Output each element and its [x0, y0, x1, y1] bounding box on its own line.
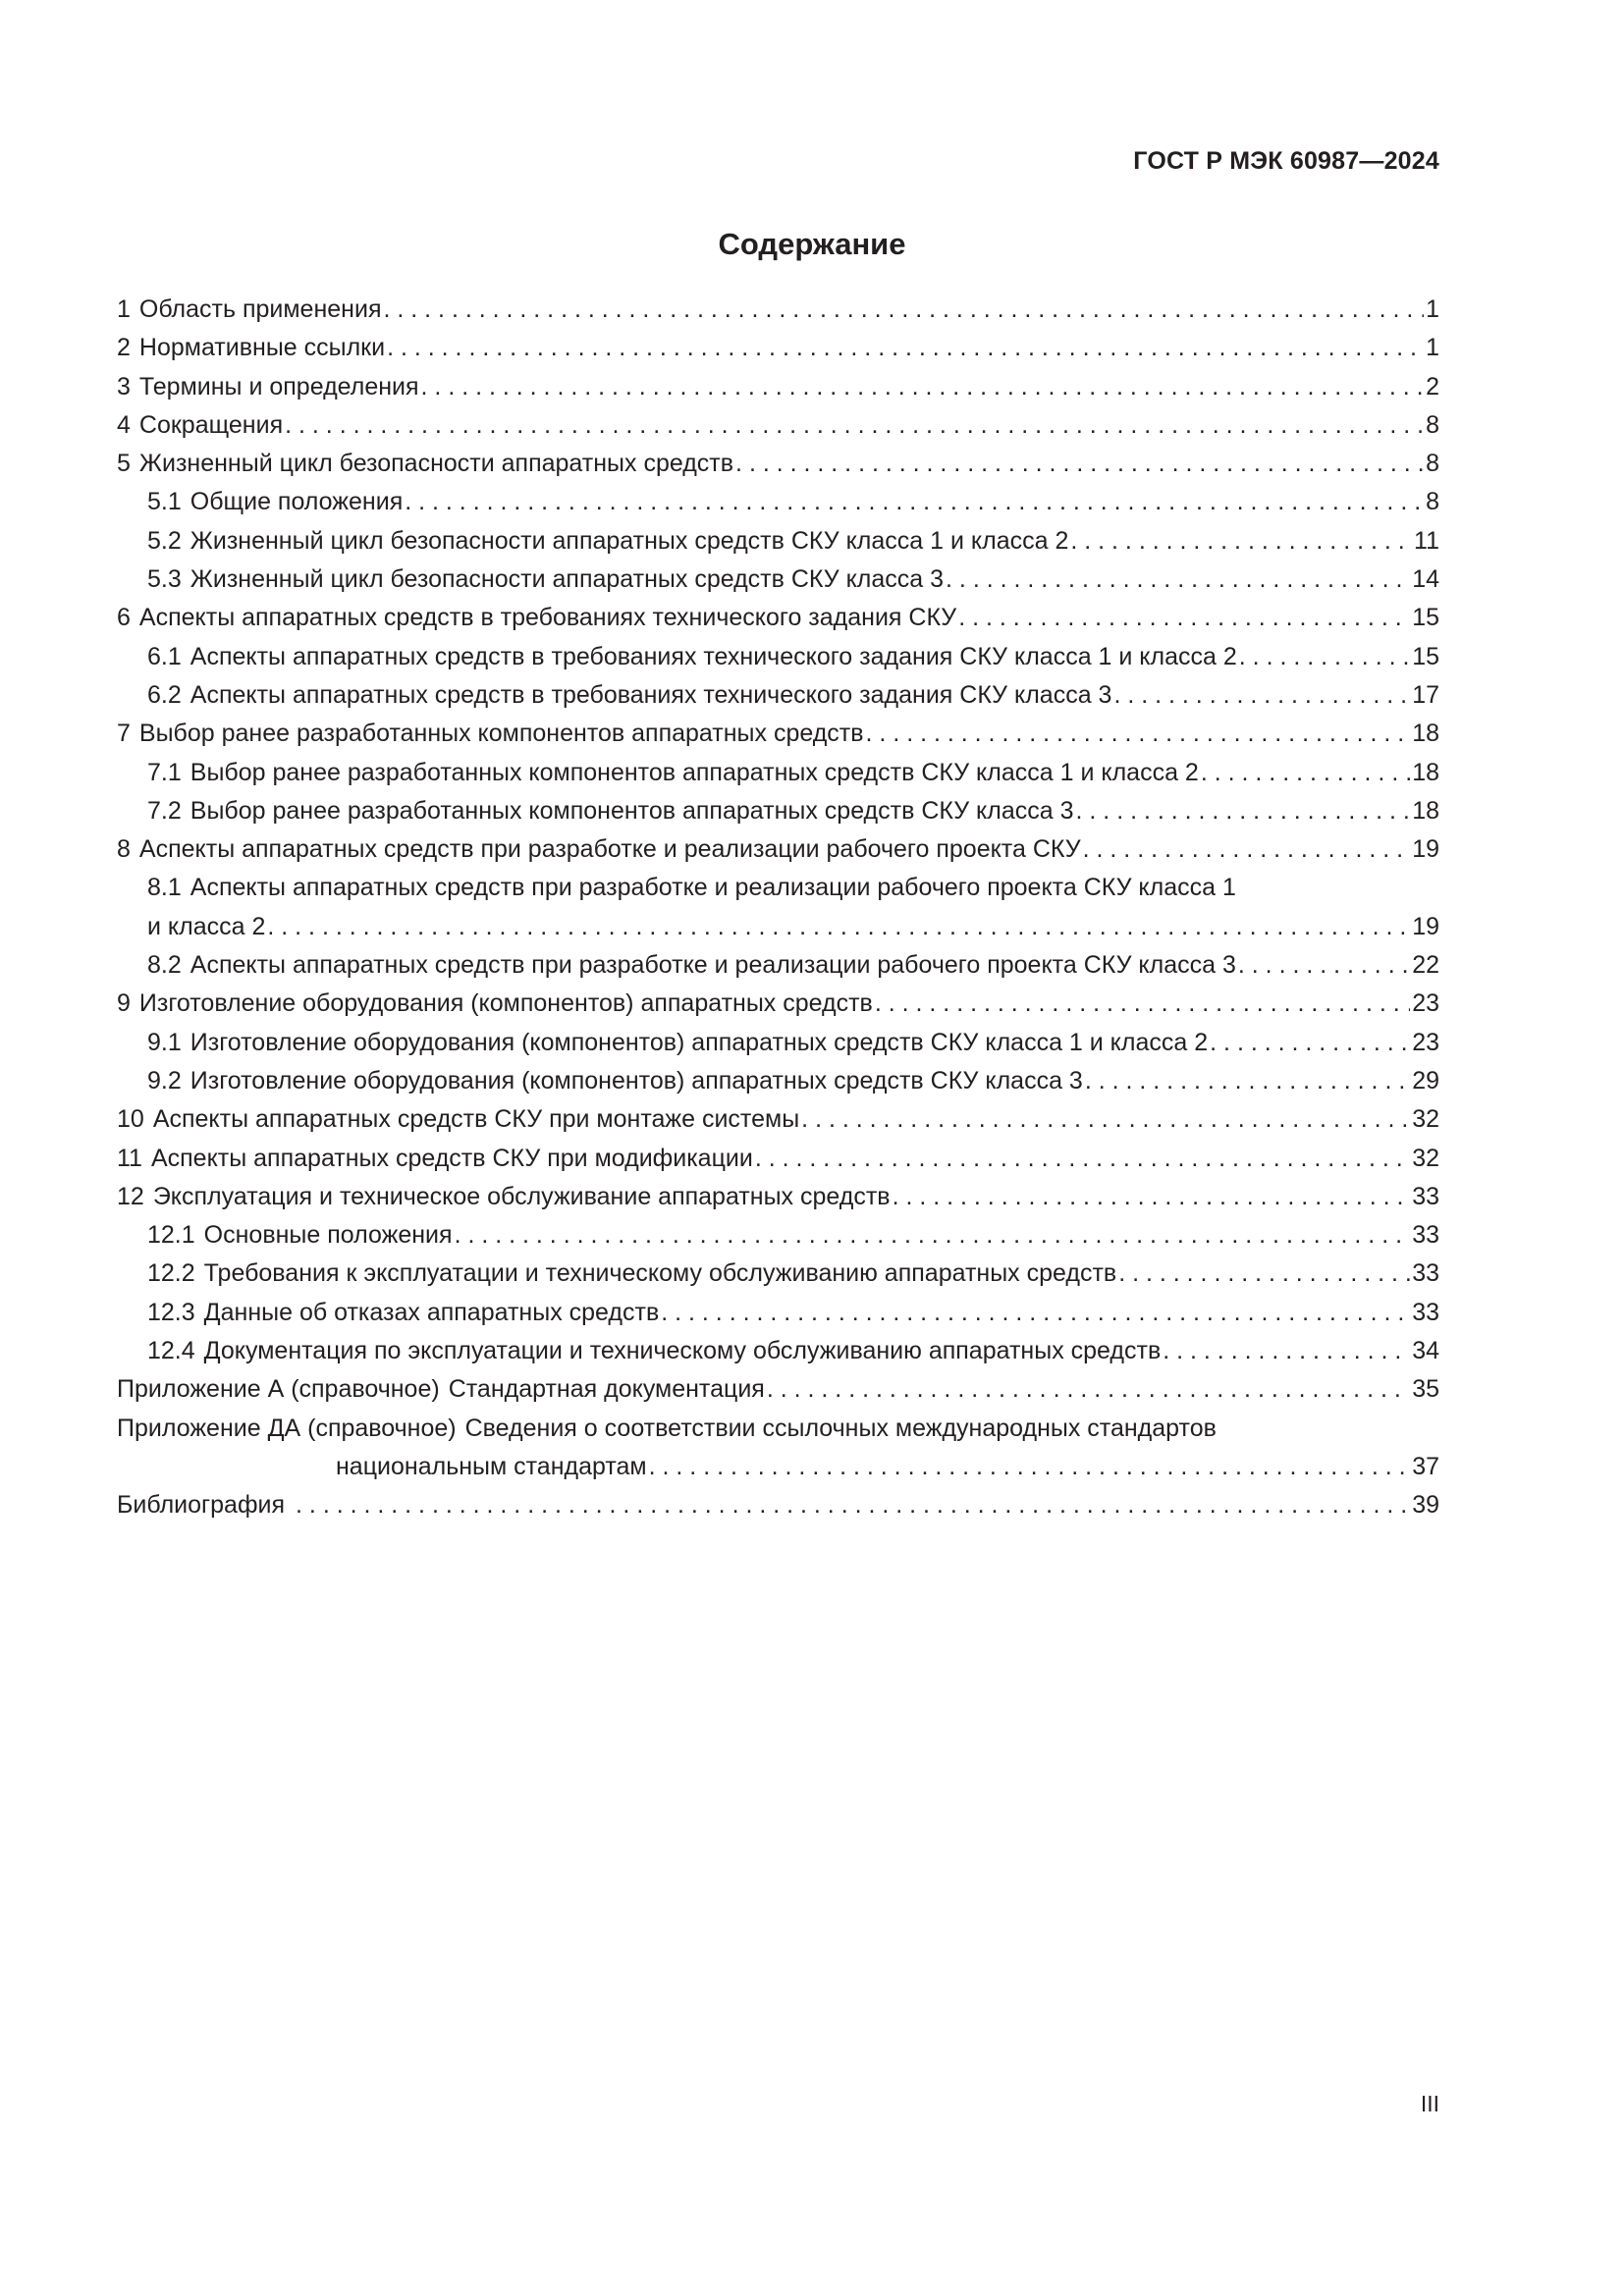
toc-entry-page: 8 [1426, 410, 1439, 439]
toc-entry-page: 22 [1412, 951, 1439, 980]
toc-entry-title: Аспекты аппаратных средств при разработке и реализации рабочего проекта СКУ класса 3 [189, 951, 1236, 980]
toc-entry-number: 8 [117, 835, 131, 864]
toc-entry-title: и класса 2 [147, 912, 266, 940]
toc-entry-line [147, 792, 1439, 830]
toc-entry-number: 12.1 [147, 1221, 195, 1250]
toc-entry-number: 12.3 [147, 1298, 195, 1326]
toc-entry-page: 15 [1412, 642, 1439, 670]
toc-entry[interactable] [117, 329, 1439, 367]
toc-entry[interactable] [117, 483, 1439, 521]
toc-entry-title: Термины и определения [138, 372, 419, 400]
toc-entry-line [117, 985, 1439, 1023]
toc-entry-line [147, 561, 1439, 599]
toc-entry-title: Аспекты аппаратных средств в требованиях технического задания СКУ [138, 604, 957, 632]
toc-entry-title: Область применения [138, 295, 382, 323]
toc-entry-title: Сведения о соответствии ссылочных международных стандартов [464, 1414, 1217, 1442]
toc-entry-page: 18 [1412, 758, 1439, 786]
toc-dot-leader [1118, 1255, 1410, 1293]
toc-entry[interactable] [117, 1100, 1439, 1139]
toc-entry-page: 32 [1412, 1105, 1439, 1134]
toc-entry[interactable] [117, 676, 1439, 715]
toc-entry-number: Приложение ДА (справочное) [117, 1414, 457, 1442]
toc-entry-number: 6.2 [147, 680, 182, 709]
toc-entry-number: 2 [117, 334, 131, 362]
document-designation: ГОСТ Р МЭК 60987—2024 [1133, 147, 1439, 175]
toc-dot-leader [767, 1370, 1410, 1409]
toc-entry-number: Библиография [117, 1491, 286, 1520]
toc-entry-title: Аспекты аппаратных средств при разработке и реализации рабочего проекта СКУ класса 1 [189, 874, 1236, 902]
toc-dot-leader [893, 1178, 1411, 1216]
toc-entry-number: 9 [117, 989, 131, 1018]
toc-entry-title: Сокращения [138, 410, 284, 439]
toc-entry-title: Жизненный цикл безопасности аппаратных средств СКУ класса 3 [189, 565, 945, 594]
toc-entry-number: 5.2 [147, 526, 182, 555]
toc-entry-title: Изготовление оборудования (компонентов) аппаратных средств [138, 989, 873, 1018]
toc-entry-line [117, 1140, 1439, 1178]
toc-entry-page: 33 [1412, 1182, 1439, 1210]
toc-entry-line [147, 1255, 1439, 1293]
toc-entry-page: 18 [1412, 796, 1439, 825]
toc-entry-title: Эксплуатация и техническое обслуживание аппаратных средств [152, 1182, 891, 1210]
toc-entry-line [117, 329, 1439, 367]
toc-entry-number: 1 [117, 295, 131, 323]
toc-entry-line [147, 869, 1439, 907]
toc-entry-number: 8.1 [147, 874, 182, 902]
toc-entry[interactable] [117, 1062, 1439, 1100]
toc-entry[interactable] [117, 1410, 1439, 1448]
toc-entry-line [147, 1216, 1439, 1255]
toc-dot-leader [1239, 638, 1410, 676]
toc-entry-page: 33 [1412, 1221, 1439, 1250]
toc-entry-number: 7.2 [147, 796, 182, 825]
toc-entry-number: 3 [117, 372, 131, 400]
toc-entry[interactable] [117, 715, 1439, 753]
toc-entry-title: Жизненный цикл безопасности аппаратных средств [138, 450, 734, 478]
toc-entry-line [117, 1178, 1439, 1216]
toc-entry-line [117, 1100, 1439, 1139]
toc-dot-leader [1113, 676, 1410, 715]
toc-entry-page: 37 [1412, 1452, 1439, 1480]
toc-entry[interactable] [117, 445, 1439, 483]
toc-entry-page: 1 [1426, 295, 1439, 323]
toc-entry-page: 39 [1412, 1491, 1439, 1520]
toc-dot-leader [421, 368, 1425, 406]
toc-entry-page: 29 [1412, 1066, 1439, 1095]
toc-entry-page: 34 [1412, 1337, 1439, 1365]
toc-dot-leader [866, 715, 1411, 753]
toc-entry-page: 15 [1412, 604, 1439, 632]
toc-entry[interactable] [117, 368, 1439, 406]
toc-dot-leader [387, 329, 1424, 367]
toc-entry-title: Жизненный цикл безопасности аппаратных средств СКУ класса 1 и класса 2 [189, 526, 1069, 555]
toc-entry[interactable] [117, 1140, 1439, 1178]
toc-entry-title: Аспекты аппаратных средств в требованиях технического задания СКУ класса 1 и класса 2 [189, 642, 1237, 670]
toc-entry-page: 18 [1412, 720, 1439, 748]
toc-entry[interactable] [117, 1216, 1439, 1255]
toc-entry[interactable] [117, 1178, 1439, 1216]
toc-dot-leader [1201, 754, 1410, 792]
toc-dot-leader [1210, 1024, 1410, 1062]
toc-entry-page: 35 [1412, 1375, 1439, 1404]
toc-entry-number: 7.1 [147, 758, 182, 786]
toc-entry-line [147, 1294, 1439, 1332]
toc-entry-number: 7 [117, 720, 131, 748]
toc-dot-leader [875, 985, 1410, 1023]
toc-dot-leader [383, 291, 1424, 329]
toc-dot-leader [735, 445, 1424, 483]
toc-entry[interactable] [117, 1332, 1439, 1370]
toc-entry-title: Аспекты аппаратных средств в требованиях технического задания СКУ класса 3 [189, 680, 1112, 709]
toc-entry-page: 14 [1412, 565, 1439, 594]
toc-entry-line [117, 1410, 1439, 1448]
toc-dot-leader [1238, 946, 1410, 985]
toc-dot-leader [267, 908, 1410, 946]
toc-entry-line [117, 1486, 1439, 1524]
toc-entry-line [147, 946, 1439, 985]
toc-entry[interactable] [117, 522, 1439, 561]
toc-dot-leader [1076, 792, 1411, 830]
toc-entry-line [117, 445, 1439, 483]
toc-entry-line [336, 1448, 1439, 1486]
toc-entry-page: 8 [1426, 488, 1439, 516]
toc-entry-page: 23 [1412, 1028, 1439, 1056]
toc-dot-leader [296, 1486, 1410, 1524]
toc-entry-page: 17 [1412, 680, 1439, 709]
page-number: III [1420, 2091, 1439, 2116]
toc-entry-line [117, 368, 1439, 406]
toc-entry-number: 12.2 [147, 1259, 195, 1288]
toc-entry[interactable] [117, 1370, 1439, 1409]
toc-entry-line [147, 483, 1439, 521]
toc-entry-number: 6 [117, 604, 131, 632]
page-title: Содержание [718, 227, 906, 261]
toc-dot-leader [1070, 522, 1412, 561]
toc-entry-title: Основные положения [203, 1221, 453, 1250]
toc-entry-title: Аспекты аппаратных средств СКУ при модификации [150, 1144, 753, 1172]
toc-dot-leader [405, 483, 1424, 521]
toc-entry[interactable] [117, 754, 1439, 792]
toc-entry[interactable] [117, 1448, 1439, 1486]
toc-dot-leader [1083, 830, 1411, 869]
toc-entry-page: 19 [1412, 835, 1439, 864]
toc-entry-title: Общие положения [189, 488, 404, 516]
toc-entry-line [147, 1024, 1439, 1062]
toc-entry-number: Приложение А (справочное) [117, 1375, 440, 1404]
toc-entry[interactable] [117, 908, 1439, 946]
toc-entry-title: Выбор ранее разработанных компонентов аппаратных средств СКУ класса 3 [189, 796, 1074, 825]
toc-dot-leader [285, 406, 1424, 445]
toc-entry[interactable] [117, 406, 1439, 445]
toc-entry[interactable] [117, 830, 1439, 869]
toc-dot-leader [801, 1100, 1410, 1139]
toc-entry-title: Изготовление оборудования (компонентов) аппаратных средств СКУ класса 3 [189, 1066, 1083, 1095]
toc-entry-page: 33 [1412, 1259, 1439, 1288]
toc-entry-line [117, 1370, 1439, 1409]
toc-entry-title: Изготовление оборудования (компонентов) аппаратных средств СКУ класса 1 и класса 2 [189, 1028, 1209, 1056]
toc-entry-number: 9.1 [147, 1028, 182, 1056]
toc-entry-line [117, 599, 1439, 637]
toc-entry[interactable] [117, 1294, 1439, 1332]
toc-entry-line [147, 908, 1439, 946]
toc-entry-line [117, 406, 1439, 445]
toc-entry-title: национальным стандартам [336, 1452, 647, 1480]
toc-entry[interactable] [117, 599, 1439, 637]
toc-entry-page: 11 [1414, 526, 1439, 555]
toc-entry-line [147, 1332, 1439, 1370]
toc-entry-line [147, 638, 1439, 676]
toc-entry-number: 6.1 [147, 642, 182, 670]
toc-dot-leader [1085, 1062, 1410, 1100]
toc-entry[interactable] [117, 792, 1439, 830]
toc-entry[interactable] [117, 985, 1439, 1023]
toc-entry-number: 9.2 [147, 1066, 182, 1095]
toc-entry[interactable] [117, 291, 1439, 329]
toc-entry-number: 4 [117, 410, 131, 439]
toc-dot-leader [755, 1140, 1410, 1178]
toc-entry-number: 11 [117, 1144, 142, 1172]
toc-entry-title: Выбор ранее разработанных компонентов аппаратных средств СКУ класса 1 и класса 2 [189, 758, 1199, 786]
toc-entry-number: 5.1 [147, 488, 182, 516]
toc-entry-page: 2 [1426, 372, 1439, 400]
toc-dot-leader [1163, 1332, 1410, 1370]
toc-entry-number: 12 [117, 1182, 144, 1210]
toc-dot-leader [946, 561, 1410, 599]
toc-entry-line [117, 715, 1439, 753]
toc-entry[interactable] [117, 946, 1439, 985]
toc-entry-title: Нормативные ссылки [138, 334, 386, 362]
toc-entry-page: 8 [1426, 450, 1439, 478]
toc-entry-page: 19 [1412, 912, 1439, 940]
toc-entry-line [147, 676, 1439, 715]
toc-entry-page: 33 [1412, 1298, 1439, 1326]
toc-dot-leader [455, 1216, 1411, 1255]
toc-entry-title: Выбор ранее разработанных компонентов аппаратных средств [138, 720, 864, 748]
toc-entry-page: 1 [1426, 334, 1439, 362]
toc-entry-number: 8.2 [147, 951, 182, 980]
toc-entry-line [147, 522, 1439, 561]
toc-entry-title: Аспекты аппаратных средств при разработке и реализации рабочего проекта СКУ [138, 835, 1081, 864]
toc-entry-page: 23 [1412, 989, 1439, 1018]
toc-entry-line [147, 754, 1439, 792]
toc-entry[interactable] [117, 869, 1439, 907]
toc-entry[interactable] [117, 1024, 1439, 1062]
toc-entry-title: Стандартная документация [448, 1375, 765, 1404]
toc-entry-line [147, 1062, 1439, 1100]
toc-entry-title: Документация по эксплуатации и техническому обслуживанию аппаратных средств [203, 1337, 1162, 1365]
toc-entry-line [117, 830, 1439, 869]
toc-entry-title: Аспекты аппаратных средств СКУ при монтаже системы [152, 1105, 800, 1134]
toc-entry-number: 10 [117, 1105, 144, 1134]
toc-entry-number: 5.3 [147, 565, 182, 594]
toc-entry-page: 32 [1412, 1144, 1439, 1172]
toc-entry[interactable] [117, 638, 1439, 676]
toc-dot-leader [958, 599, 1410, 637]
toc-dot-leader [649, 1448, 1411, 1486]
toc-entry-number: 12.4 [147, 1337, 195, 1365]
toc-entry[interactable] [117, 1486, 1439, 1524]
toc-entry-title: Данные об отказах аппаратных средств [203, 1298, 660, 1326]
toc-entry-line [117, 291, 1439, 329]
toc-entry-title: Требования к эксплуатации и техническому обслуживанию аппаратных средств [203, 1259, 1117, 1288]
table-of-contents [117, 291, 1439, 1525]
toc-entry[interactable] [117, 1255, 1439, 1293]
toc-entry-number: 5 [117, 450, 131, 478]
toc-dot-leader [661, 1294, 1410, 1332]
toc-entry[interactable] [117, 561, 1439, 599]
